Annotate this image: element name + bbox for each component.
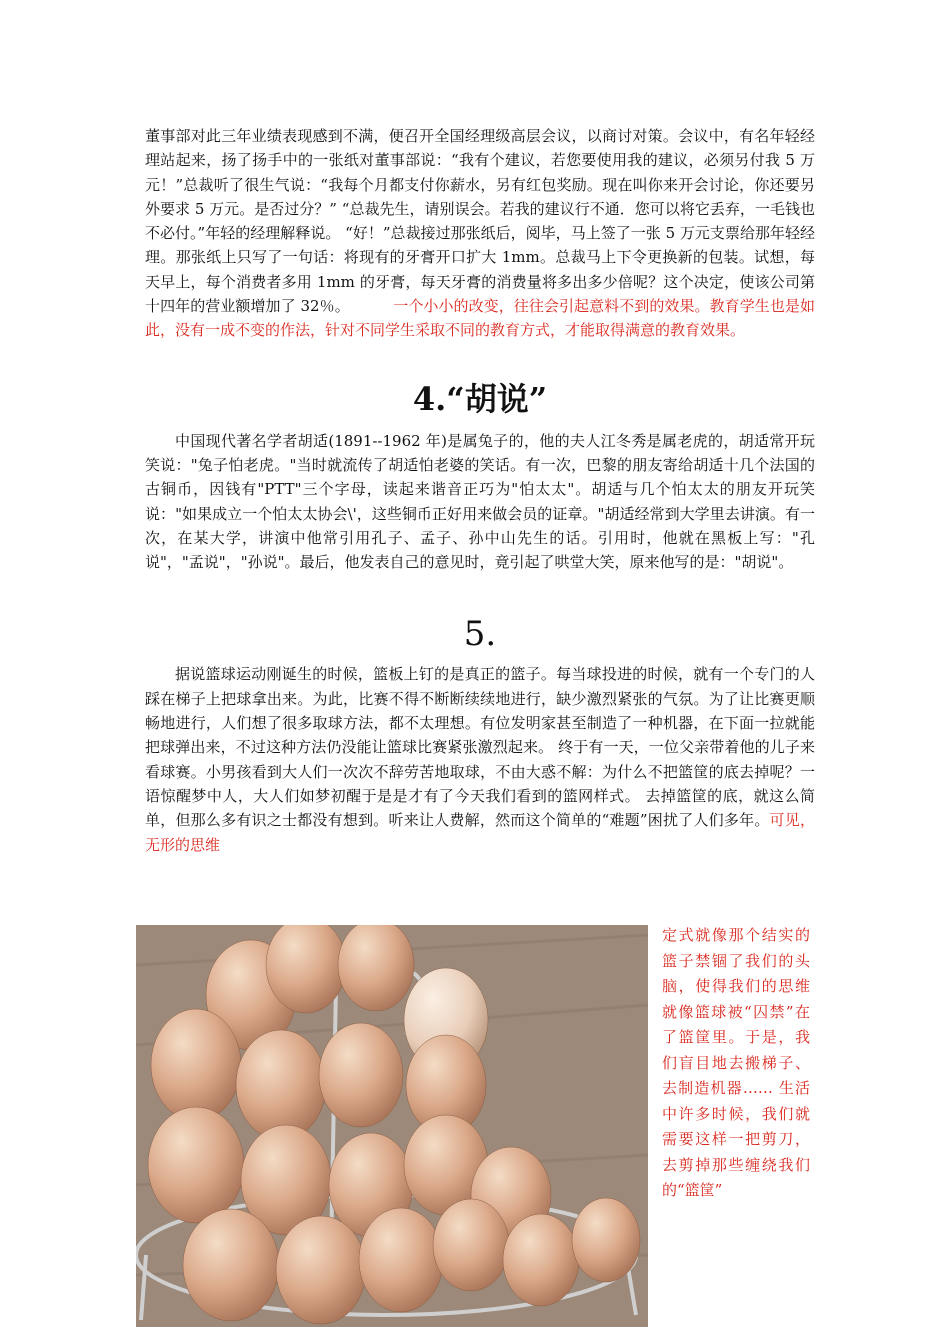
spiral-egg-rack-icon bbox=[136, 925, 648, 1327]
story5-moral-side: 定式就像那个结实的篮子禁锢了我们的头脑，使得我们的思维就像篮球被“囚禁”在了篮筐里。于是，我们盲目地去搬梯子、去制造机器…… 生活中许多时候，我们就需要这样一把剪刀，去剪掉那些缠绕我们的“篮筐” bbox=[662, 926, 810, 1199]
story5-paragraph bbox=[145, 662, 815, 856]
story5-title: 5. bbox=[463, 614, 497, 655]
document-page bbox=[145, 124, 815, 857]
story4-body: 中国现代著名学者胡适(1891--1962 年)是属兔子的，他的夫人江冬秀是属老虎的，胡适常开玩笑说："兔子怕老虎。"当时就流传了胡适怕老婆的笑话。有一次，巴黎的朋友寄给胡适十几个法国的古铜币，因钱有"PTT"三个字母，读起来谐音正巧为"怕太太"。胡适与几个怕太太的朋友开玩笑说："如果成立一个怕太太协会\'，这些铜币正好用来做会员的证章。"胡适经常到大学里去讲演。有一次，在某大学，讲演中他常引用孔子、孟子、孙中山先生的话。引用时，他就在黑板上写："孔说"，"孟说"，"孙说"。最后，他发表自己的意见时，竟引起了哄堂大笑，原来他写的是："胡说"。 bbox=[145, 431, 815, 572]
egg-rack-photo bbox=[136, 925, 648, 1327]
story3-body: 董事部对此三年业绩表现感到不满，便召开全国经理级高层会议，以商讨对策。会议中，有名年轻经理站起来，扬了扬手中的一张纸对董事部说：“我有个建议，若您要使用我的建议，必须另付我 5 万元！”总裁听了很生气说：“我每个月都支付你薪水，另有红包奖励。现在叫你来开会讨论，你还要另外要求 5 万元。是否过分？” “总裁先生，请别误会。若我的建议行不通．您可以将它丢弃，一毛钱也不必付。”年轻的经理解释说。 “好！”总裁接过那张纸后，阅毕，马上签了一张 5 万元支票给那年轻经理。那张纸上只写了一句话：将现有的牙膏开口扩大 1mm。总裁马上下令更换新的包装。试想，每天早上，每个消费者多用 1mm 的牙膏，每天牙膏的消费量将多出多少倍呢？这个决定，使该公司第十四年的营业额增加了 32％。 bbox=[145, 127, 815, 316]
story5-moral-inline: 可见，无形的思维 bbox=[145, 811, 815, 854]
story5-body: 据说篮球运动刚诞生的时候，篮板上钉的是真正的篮子。每当球投进的时候，就有一个专门的人踩在梯子上把球拿出来。为此，比赛不得不断断续续地进行，缺少激烈紧张的气氛。为了让比赛更顺畅地进行，人们想了很多取球方法，都不太理想。有位发明家甚至制造了一种机器，在下面一拉就能把球弹出来，不过这种方法仍没能让篮球比赛紧张激烈起来。 终于有一天，一位父亲带着他的儿子来看球赛。小男孩看到大人们一次次不辞劳苦地取球，不由大惑不解：为什么不把篮筐的底去掉呢？一语惊醒梦中人，大人们如梦初醒于是是才有了今天我们看到的篮网样式。 去掉篮筐的底，就这么简单，但那么多有识之士都没有想到。听来让人费解，然而这个简单的“难题”困扰了人们多年。 bbox=[145, 665, 815, 830]
story3-moral: 一个小小的改变，往往会引起意料不到的效果。教育学生也是如此，没有一成不变的作法，针对不同学生采取不同的教育方式，才能取得满意的教育效果。 bbox=[145, 297, 815, 340]
story3-paragraph bbox=[145, 124, 815, 343]
story4-title: 4.“胡说” bbox=[412, 379, 548, 418]
